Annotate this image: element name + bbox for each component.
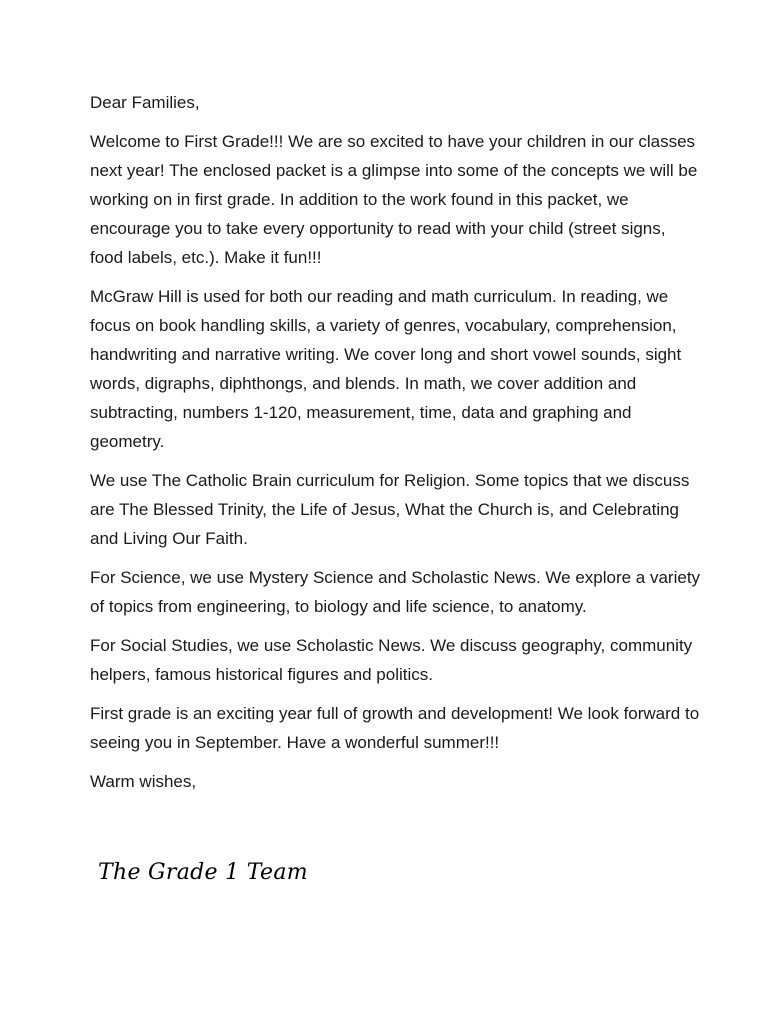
paragraph-welcome: Welcome to First Grade!!! We are so excited to have your children in our classes next year! The enclosed packet is a glimpse into some of the concepts we will be working on in first grade. In addition to the work found in this packet, we encourage you to take every opportunity to read with your child (street signs, food labels, etc.). Make it fun!!! bbox=[90, 132, 698, 267]
paragraph-farewell: First grade is an exciting year full of growth and development! We look forward to seeing you in September. Have a wonderful summer!!! bbox=[90, 704, 700, 752]
closing: Warm wishes, bbox=[90, 772, 197, 791]
letter-body bbox=[90, 88, 702, 796]
signature: The Grade 1 Team bbox=[98, 860, 308, 885]
paragraph-curriculum: McGraw Hill is used for both our reading and math curriculum. In reading, we focus on book handling skills, a variety of genres, vocabulary, comprehension, handwriting and narrative writing. We cover long and short vowel sounds, sight words, digraphs, diphthongs, and blends. In math, we cover addition and subtracting, numbers 1-120, measurement, time, data and graphing and geometry. bbox=[90, 287, 682, 451]
paragraph-science: For Science, we use Mystery Science and Scholastic News. We explore a variety of topics from engineering, to biology and life science, to anatomy. bbox=[90, 568, 701, 616]
salutation: Dear Families, bbox=[90, 93, 200, 112]
paragraph-social-studies: For Social Studies, we use Scholastic News. We discuss geography, community helpers, famous historical figures and politics. bbox=[90, 636, 693, 684]
paragraph-religion: We use The Catholic Brain curriculum for Religion. Some topics that we discuss are The Blessed Trinity, the Life of Jesus, What the Church is, and Celebrating and Living Our Faith. bbox=[90, 471, 690, 548]
